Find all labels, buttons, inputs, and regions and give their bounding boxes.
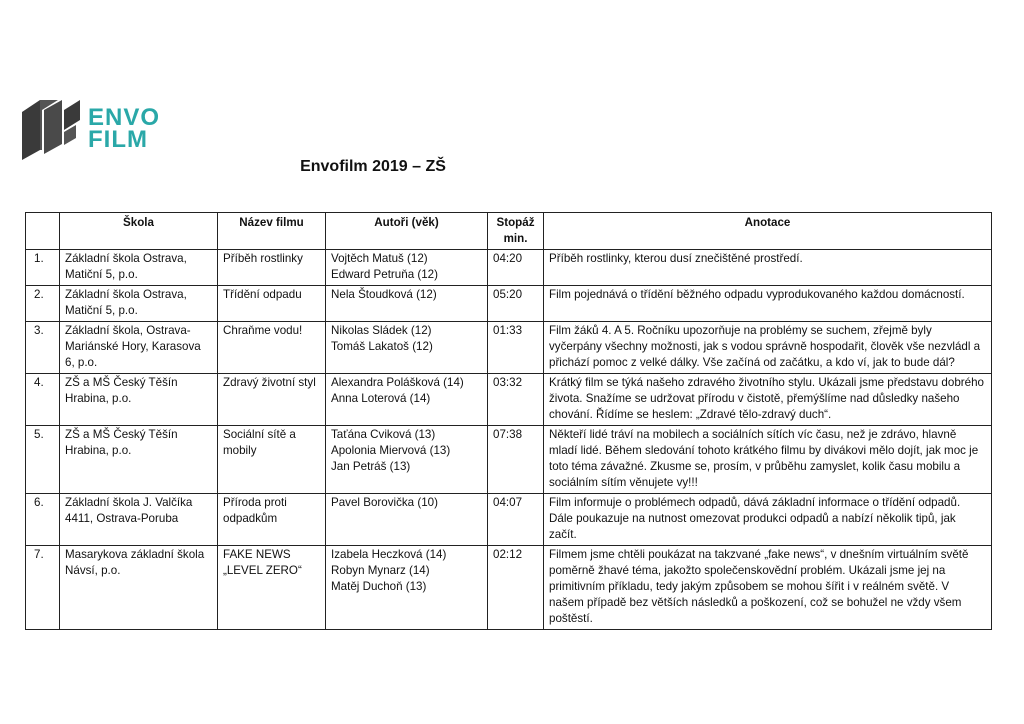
authors-cell xyxy=(326,546,488,630)
header-authors: Autoři (věk) xyxy=(326,213,488,250)
annotation-cell: Film informuje o problémech odpadů, dává základní informace o třídění odpadů. Dále poukazuje na nutnost omezovat produkci odpadů a nabízí několik tipů, jak začít. xyxy=(544,494,992,546)
duration-cell: 04:07 xyxy=(488,494,544,546)
film-title-cell: Příběh rostlinky xyxy=(218,250,326,286)
row-number: 7. xyxy=(26,546,60,630)
author: Jan Petráš (13) xyxy=(331,460,411,473)
authors-cell xyxy=(326,322,488,374)
film-title-cell: Chraňme vodu! xyxy=(218,322,326,374)
film-title-cell: Zdravý životní styl xyxy=(218,374,326,426)
film-title-cell: Sociální sítě a mobily xyxy=(218,426,326,494)
logo-line-1: ENVO xyxy=(88,104,161,131)
author: Tomáš Lakatoš (12) xyxy=(331,340,433,353)
author: Apolonia Miervová (13) xyxy=(331,444,451,457)
header-school: Škola xyxy=(60,213,218,250)
row-number: 4. xyxy=(26,374,60,426)
film-title-cell: FAKE NEWS „LEVEL ZERO“ xyxy=(218,546,326,630)
header-film-title: Název filmu xyxy=(218,213,326,250)
duration-cell: 01:33 xyxy=(488,322,544,374)
duration-cell: 04:20 xyxy=(488,250,544,286)
school-cell: Masarykova základní škola Návsí, p.o. xyxy=(60,546,218,630)
authors-cell xyxy=(326,374,488,426)
authors-cell xyxy=(326,250,488,286)
author: Izabela Heczková (14) xyxy=(331,548,447,561)
authors-cell xyxy=(326,426,488,494)
school-cell: Základní škola J. Valčíka 4411, Ostrava-Poruba xyxy=(60,494,218,546)
annotation-cell: Film pojednává o třídění běžného odpadu vyprodukovaného každou domácností. xyxy=(544,286,992,322)
row-number: 2. xyxy=(26,286,60,322)
film-title-cell: Třídění odpadu xyxy=(218,286,326,322)
author: Anna Loterová (14) xyxy=(331,392,431,405)
author: Robyn Mynarz (14) xyxy=(331,564,430,577)
author: Taťána Cviková (13) xyxy=(331,428,436,441)
author: Alexandra Polášková (14) xyxy=(331,376,464,389)
school-cell: ZŠ a MŠ Český Těšín Hrabina, p.o. xyxy=(60,426,218,494)
school-cell: Základní škola Ostrava, Matiční 5, p.o. xyxy=(60,250,218,286)
school-cell: Základní škola, Ostrava-Mariánské Hory, Karasova 6, p.o. xyxy=(60,322,218,374)
table-row xyxy=(26,426,992,494)
row-number: 6. xyxy=(26,494,60,546)
annotation-cell: Příběh rostlinky, kterou dusí znečištěné prostředí. xyxy=(544,250,992,286)
school-cell: Základní škola Ostrava, Matiční 5, p.o. xyxy=(60,286,218,322)
annotation-cell: Krátký film se týká našeho zdravého životního stylu. Ukázali jsme představu dobrého života. Snažíme se udržovat přírodu v čistotě, přemýšlíme nad důsledky našeho chování. Řídíme se heslem: „Zdravé tělo-zdravý duch“. xyxy=(544,374,992,426)
header-number xyxy=(26,213,60,250)
row-number: 1. xyxy=(26,250,60,286)
author: Pavel Borovička (10) xyxy=(331,496,438,509)
annotation-cell: Filmem jsme chtěli poukázat na takzvané „fake news“, v dnešním virtuálním světě poměrně žhavé téma, jakožto společenskovědní problém. Ukázali jsme jej na primitivním příkladu, tedy jakým způsobem se mohou šířit i v reálném světě. V našem případě bez větších následků a poškození, což se bohužel ne vždy všem poštěstí. xyxy=(544,546,992,630)
logo-line-2: FILM xyxy=(88,126,148,153)
header-duration: Stopáž min. xyxy=(488,213,544,250)
table-row xyxy=(26,286,992,322)
author: Nela Štoudková (12) xyxy=(331,288,437,301)
film-title-cell: Příroda proti odpadkům xyxy=(218,494,326,546)
table-row xyxy=(26,494,992,546)
duration-cell: 07:38 xyxy=(488,426,544,494)
envofilm-logo xyxy=(22,98,160,160)
envofilm-logo-icon xyxy=(22,98,80,160)
annotation-cell: Film žáků 4. A 5. Ročníku upozorňuje na problémy se suchem, zřejmě byly vyčerpány všechny možnosti, jak s vodou správně hospodařit, člověk vše nezvládl a přichází pomoc z velké dálky. Vše začíná od začátku, a kdo ví, jak to bude dál? xyxy=(544,322,992,374)
table-row xyxy=(26,250,992,286)
table-row xyxy=(26,374,992,426)
table-row xyxy=(26,322,992,374)
table-row xyxy=(26,546,992,630)
author: Vojtěch Matuš (12) xyxy=(331,252,428,265)
duration-cell: 03:32 xyxy=(488,374,544,426)
logo-wordmark xyxy=(88,104,161,153)
authors-cell xyxy=(326,494,488,546)
duration-cell: 02:12 xyxy=(488,546,544,630)
row-number: 5. xyxy=(26,426,60,494)
author: Matěj Duchoň (13) xyxy=(331,580,427,593)
duration-cell: 05:20 xyxy=(488,286,544,322)
author: Nikolas Sládek (12) xyxy=(331,324,432,337)
authors-cell xyxy=(326,286,488,322)
page-title: Envofilm 2019 – ZŠ xyxy=(300,158,446,175)
table-header-row xyxy=(26,213,992,250)
school-cell: ZŠ a MŠ Český Těšín Hrabina, p.o. xyxy=(60,374,218,426)
annotation-cell: Někteří lidé tráví na mobilech a sociálních sítích víc času, než je zdrávo, hlavně mladí lidé. Během sledování tohoto krátkého filmu by divákovi mělo dojít, jak moc je toto téma závažné. Zkusme se, prosím, v průběhu zamyslet, kolik času mobilu a sociálním sítím věnujete vy!!! xyxy=(544,426,992,494)
header-annotation: Anotace xyxy=(544,213,992,250)
row-number: 3. xyxy=(26,322,60,374)
films-table xyxy=(25,212,992,630)
author: Edward Petruňa (12) xyxy=(331,268,438,281)
